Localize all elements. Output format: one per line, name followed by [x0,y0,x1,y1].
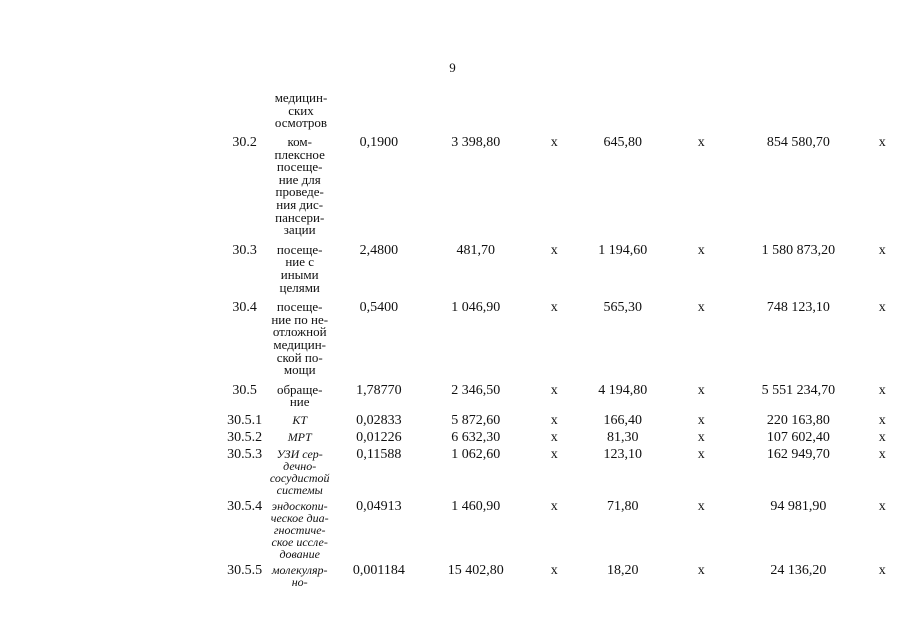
value-cell: 81,30 [607,429,639,445]
value-cell: 0,5400 [359,300,399,316]
value-cell: x [878,562,886,578]
value-cell: 123,10 [603,446,643,462]
value-cell: x [550,562,558,578]
value-cell: 2,4800 [359,242,399,258]
value-cell: 1 062,60 [451,446,501,462]
value-cell: 18,20 [607,562,639,578]
continued-row-name: медицин- ских осмотров [274,90,328,130]
value-cell: x [550,429,558,445]
value-cell: 0,001184 [352,562,405,578]
value-cell: 565,30 [603,300,643,316]
value-cell: x [550,446,558,462]
table-row [224,381,905,413]
value-cell: 107 602,40 [766,429,830,445]
value-cell: 1 580 873,20 [761,242,836,258]
row-code: 30.5.3 [227,446,263,462]
row-name: обраще- ние [276,381,323,410]
tariff-table [224,133,905,591]
value-cell: 1 194,60 [598,242,648,258]
row-code: 30.4 [232,300,257,316]
value-cell: 162 949,70 [766,446,830,462]
value-cell: x [878,382,886,398]
value-cell: x [878,242,886,258]
value-cell: x [697,135,705,150]
value-cell: 0,02833 [356,412,402,428]
value-cell: 3 398,80 [451,135,501,150]
value-cell: 1 460,90 [451,498,501,514]
value-cell: 854 580,70 [766,135,830,150]
value-cell: 0,11588 [356,446,402,462]
row-name: эндоскопи- ческое диа- гностиче- ское иссле- дование [270,498,329,561]
value-cell: x [697,242,705,258]
value-cell: 15 402,80 [447,562,504,578]
value-cell: x [550,382,558,398]
row-name: КТ [292,412,308,427]
value-cell: 1 046,90 [451,300,501,316]
row-code: 30.2 [232,135,257,150]
value-cell: 481,70 [456,242,496,258]
value-cell: x [697,498,705,514]
row-name: посеще- ние с иными целями [276,241,323,295]
value-cell: 2 346,50 [451,382,501,398]
value-cell: x [878,429,886,445]
value-cell: x [550,135,558,150]
row-name: ком- плексное посеще- ние для проведе- ния дис- пансери- зации [274,134,325,238]
value-cell: 0,1900 [359,135,399,150]
row-name: посеще- ние по не- отложной медицин- ской по- мощи [271,299,329,378]
value-cell: x [550,242,558,258]
value-cell: x [878,498,886,514]
value-cell: 6 632,30 [451,429,501,445]
value-cell: 748 123,10 [766,300,830,316]
table-row [224,413,905,430]
value-cell: x [697,562,705,578]
row-code: 30.3 [232,242,257,258]
row-code: 30.5.5 [227,562,263,578]
value-cell: x [550,498,558,514]
value-cell: 166,40 [603,412,643,428]
row-code: 30.5.4 [227,498,263,514]
value-cell: 4 194,80 [598,382,648,398]
value-cell: x [878,300,886,316]
value-cell: 0,04913 [356,498,402,514]
table-row [224,298,905,381]
value-cell: 220 163,80 [766,412,830,428]
value-cell: x [550,412,558,428]
value-cell: 5 551 234,70 [761,382,836,398]
row-name: УЗИ сер- дечно- сосудистой системы [269,446,330,497]
table-row [224,133,905,241]
row-name: молекуляр- но- [271,562,328,589]
row-code: 30.5.2 [227,429,263,445]
page-number: 9 [449,60,456,75]
value-cell: 94 981,90 [770,498,827,514]
row-code: 30.5.1 [227,412,263,428]
value-cell: 24 136,20 [770,562,827,578]
value-cell: x [878,446,886,462]
value-cell: 0,01226 [356,429,402,445]
value-cell: 645,80 [603,135,643,150]
table-row [224,499,905,563]
value-cell: x [697,382,705,398]
value-cell: 5 872,60 [451,412,501,428]
row-code: 30.5 [232,382,257,398]
table-row [224,430,905,447]
table-body [224,133,905,591]
table-row [224,563,905,591]
table-row [224,241,905,298]
table-row [224,447,905,499]
value-cell: x [697,412,705,428]
value-cell: x [878,135,886,150]
value-cell: x [697,429,705,445]
value-cell: x [697,446,705,462]
value-cell: x [550,300,558,316]
value-cell: x [878,412,886,428]
value-cell: 1,78770 [356,382,402,398]
value-cell: 71,80 [607,498,639,514]
value-cell: x [697,300,705,316]
row-name: МРТ [287,429,312,444]
